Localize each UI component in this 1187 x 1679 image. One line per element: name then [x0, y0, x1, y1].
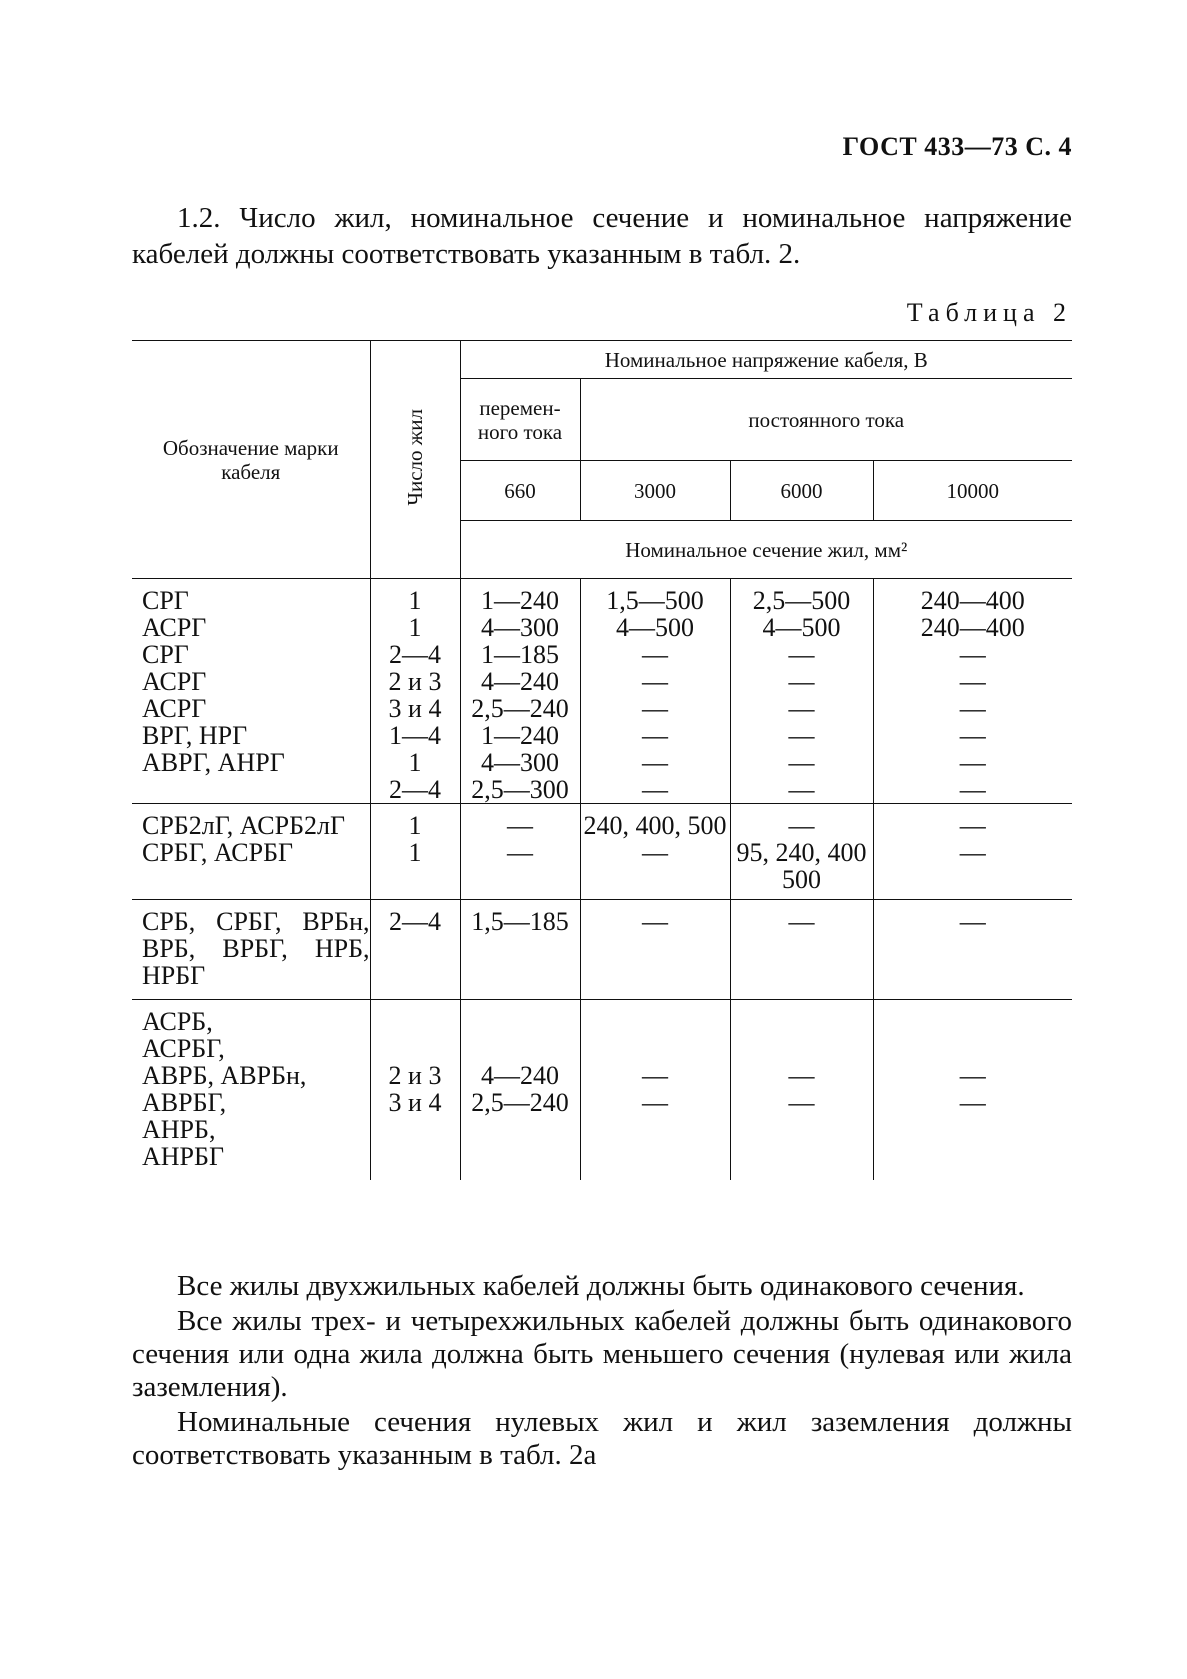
brand-cell: АСРБ, АСРБГ, АВРБ, АВРБн, АВРБГ, АНРБ, АНРБГ: [132, 1000, 370, 1180]
intro-paragraph: [132, 200, 1072, 272]
body-paragraphs: [132, 1270, 1072, 1474]
v3000-cell: — —: [580, 1000, 730, 1180]
header-3000: 3000: [580, 461, 730, 521]
table-row: [132, 1000, 1072, 1180]
document-reference: ГОСТ 433—73 С. 4: [842, 132, 1072, 161]
v3000-cell: 1,5—500 4—500 — — — — — —: [580, 579, 730, 804]
cores-cell: 2—4: [370, 900, 460, 1000]
paragraph: Номинальные сечения нулевых жил и жил заземления должны соответствовать указанным в табл. 2а: [132, 1406, 1072, 1471]
v10000-cell: —: [873, 900, 1072, 1000]
brand-cell: СРГ АСРГ СРГ АСРГ АСРГ ВРГ, НРГ АВРГ, АНРГ: [132, 579, 370, 804]
header-voltage: Номинальное напряжение кабеля, В: [460, 341, 1072, 379]
table-row: [132, 579, 1072, 804]
v10000-cell: 240—400 240—400 — — — — — —: [873, 579, 1072, 804]
brand-cell: СРБ2лГ, АСРБ2лГ СРБГ, АСРБГ: [132, 804, 370, 900]
header-660: 660: [460, 461, 580, 521]
cores-cell: 1 1: [370, 804, 460, 900]
v6000-cell: 2,5—500 4—500 — — — — — —: [730, 579, 873, 804]
v10000-cell: — —: [873, 1000, 1072, 1180]
header-ac: перемен-ного тока: [460, 379, 580, 461]
v660-cell: — —: [460, 804, 580, 900]
brand-cell: СРБ, СРБГ, ВРБн, ВРБ, ВРБГ, НРБ, НРБГ: [132, 900, 370, 1000]
cores-cell: 1 1 2—4 2 и 3 3 и 4 1—4 1 2—4: [370, 579, 460, 804]
header-section: Номинальное сечение жил, мм²: [460, 521, 1072, 579]
paragraph: Все жилы трех- и четырехжильных кабелей должны быть одинакового сечения или одна жила должна быть меньшего сечения (нулевая или жила заземления).: [132, 1305, 1072, 1403]
table-caption: Таблица 2: [906, 298, 1072, 327]
v6000-cell: —: [730, 900, 873, 1000]
header-cores: Число жил: [370, 341, 460, 579]
v10000-cell: — —: [873, 804, 1072, 900]
v6000-cell: — —: [730, 1000, 873, 1180]
v3000-cell: 240, 400, 500 —: [580, 804, 730, 900]
cable-table: [132, 340, 1072, 1180]
v660-cell: 4—240 2,5—240: [460, 1000, 580, 1180]
v660-cell: 1,5—185: [460, 900, 580, 1000]
paragraph: Все жилы двухжильных кабелей должны быть одинакового сечения.: [177, 1270, 1025, 1302]
header-10000: 10000: [873, 461, 1072, 521]
intro-text: 1.2. Число жил, номинальное сечение и номинальное напряжение кабелей должны соответствовать указанным в табл. 2.: [132, 202, 1072, 270]
table-row: [132, 804, 1072, 900]
table-row: [132, 900, 1072, 1000]
header-dc: постоянного тока: [580, 379, 1072, 461]
cores-cell: 2 и 3 3 и 4: [370, 1000, 460, 1180]
header-brand: Обозначение марки кабеля: [132, 341, 370, 579]
v660-cell: 1—240 4—300 1—185 4—240 2,5—240 1—240 4—300 2,5—300: [460, 579, 580, 804]
header-6000: 6000: [730, 461, 873, 521]
v6000-cell: — 95, 240, 400 500: [730, 804, 873, 900]
v3000-cell: —: [580, 900, 730, 1000]
